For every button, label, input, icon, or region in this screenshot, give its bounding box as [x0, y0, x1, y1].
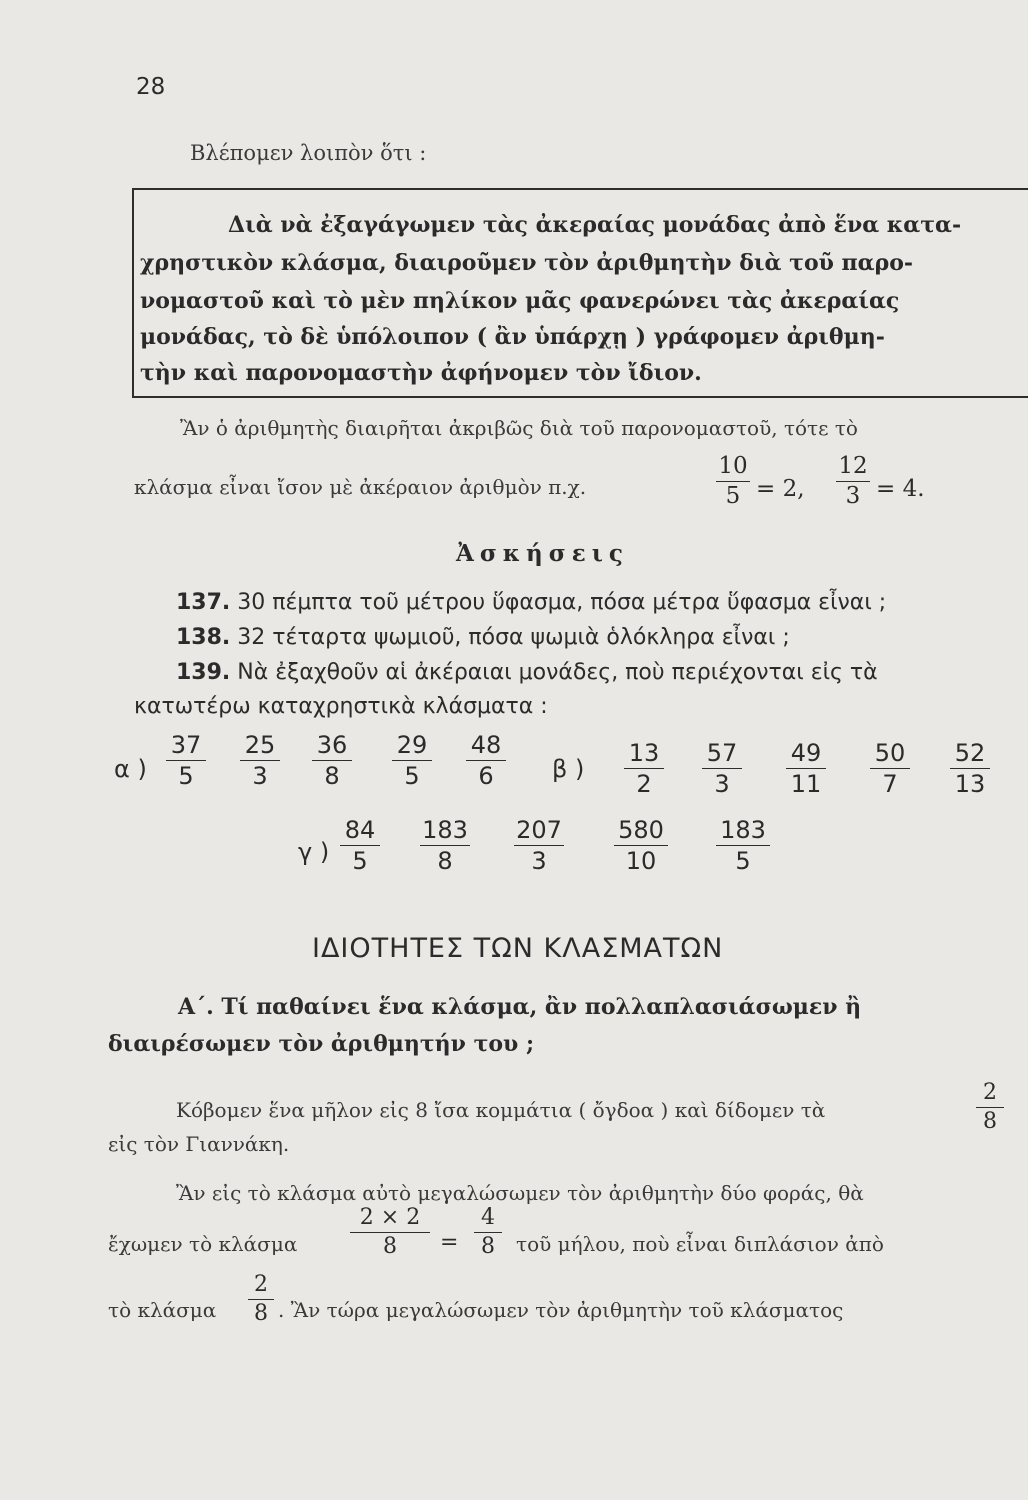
- rule-box: [132, 188, 1028, 398]
- group-c-fraction: 183 8: [420, 818, 470, 873]
- example-fraction-1: [716, 455, 750, 508]
- exercise-137: [176, 590, 886, 615]
- group-a-fraction: 37 5: [166, 733, 206, 788]
- fraction-bar: [976, 1107, 1004, 1108]
- apple-fraction: [976, 1082, 1004, 1133]
- example-result-1: = 2,: [756, 476, 805, 502]
- para3-line2-end: τοῦ μήλου, ποὺ εἶναι διπλάσιον ἀπὸ: [516, 1232, 884, 1256]
- fraction-bar: [474, 1232, 502, 1233]
- fraction-denominator: 8: [383, 1234, 397, 1259]
- group-a-fraction: 29 5: [392, 733, 432, 788]
- exercise-138: [176, 625, 790, 650]
- exercise-139-continuation: κατωτέρω καταχρηστικὰ κλάσματα :: [134, 694, 548, 719]
- group-a-fraction: 36 8: [312, 733, 352, 788]
- para1-line1: Ἂν ὁ ἀριθμητὴς διαιρῆται ἀκριβῶς διὰ τοῦ παρονομαστοῦ, τότε τὸ: [180, 416, 858, 440]
- exercises-heading: Ἀσκήσεις: [456, 540, 629, 567]
- para3-line1: Ἂν εἰς τὸ κλάσμα αὐτὸ μεγαλώσωμεν τὸν ἀριθμητὴν δύο φοράς, θὰ: [176, 1181, 864, 1205]
- group-c-fraction: 183 5: [716, 818, 770, 873]
- group-c-fraction: 580 10: [614, 818, 668, 873]
- fraction-denominator: 3: [845, 483, 861, 509]
- group-a-label: α ): [114, 755, 147, 783]
- example-fraction-2: [836, 455, 870, 508]
- para3-line2-start: ἔχωμεν τὸ κλάσμα: [108, 1232, 298, 1256]
- fraction-denominator: 8: [481, 1234, 495, 1259]
- rule-line-5: τὴν καὶ παρονομαστὴν ἀφήνομεν τὸν ἴδιον.: [140, 360, 702, 386]
- group-b-fraction: 57 3: [702, 741, 742, 796]
- group-b-fraction: 52 13: [950, 741, 990, 796]
- fraction-bar: [716, 481, 750, 482]
- rule-line-2: χρηστικὸν κλάσμα, διαιροῦμεν τὸν ἀριθμητὴν διὰ τοῦ παρο-: [140, 250, 914, 276]
- original-fraction: [248, 1274, 274, 1325]
- group-c-fraction: 207 3: [514, 818, 564, 873]
- group-c-label: γ ): [298, 838, 330, 866]
- group-b-label: β ): [552, 755, 585, 783]
- exercise-number: 137.: [176, 590, 231, 615]
- fraction-bar: [350, 1232, 430, 1233]
- fraction-numerator: 12: [838, 453, 868, 479]
- fraction-bar: [248, 1299, 274, 1300]
- group-a-fraction: 25 3: [240, 733, 280, 788]
- fraction-denominator: 8: [983, 1109, 997, 1134]
- fraction-bar: [836, 481, 870, 482]
- equals-sign: =: [440, 1230, 459, 1255]
- fraction-denominator: 5: [725, 483, 741, 509]
- fraction-numerator: 2 × 2: [359, 1205, 421, 1230]
- result-fraction: [474, 1207, 502, 1258]
- rule-line-4: μονάδας, τὸ δὲ ὑπόλοιπον ( ἂν ὑπάρχῃ ) γράφομεν ἀριθμη-: [140, 324, 885, 350]
- rule-line-3: νομαστοῦ καὶ τὸ μὲν πηλίκον μᾶς φανερώνει τὰς ἀκεραίας: [140, 288, 900, 314]
- exercise-text: 32 τέταρτα ψωμιοῦ, πόσα ψωμιὰ ὁλόκληρα εἶναι ;: [237, 625, 790, 650]
- exercise-139: [176, 660, 878, 685]
- exercise-number: 138.: [176, 625, 231, 650]
- section-title: ΙΔΙΟΤΗΤΕΣ ΤΩΝ ΚΛΑΣΜΑΤΩΝ: [312, 933, 724, 964]
- exercise-number: 139.: [176, 660, 231, 685]
- rule-line-1: Διὰ νὰ ἐξαγάγωμεν τὰς ἀκεραίας μονάδας ἀπὸ ἕνα κατα-: [228, 212, 962, 238]
- para1-line2: κλάσμα εἶναι ἴσον μὲ ἀκέραιον ἀριθμὸν π.χ.: [134, 475, 587, 499]
- example-result-2: = 4.: [876, 476, 925, 502]
- fraction-numerator: 2: [983, 1080, 997, 1105]
- para2-line2: εἰς τὸν Γιαννάκη.: [108, 1132, 290, 1156]
- page-number: 28: [136, 74, 166, 100]
- para2-line1: Κόβομεν ἕνα μῆλον εἰς 8 ἴσα κομμάτια ( ὄγδοα ) καὶ δίδομεν τὰ: [176, 1098, 826, 1122]
- group-c-fraction: 84 5: [340, 818, 380, 873]
- subhead-line2: διαιρέσωμεν τὸν ἀριθμητήν του ;: [108, 1031, 535, 1057]
- lead-sentence: Βλέπομεν λοιπὸν ὅτι :: [190, 141, 427, 165]
- subhead-line1: Α΄. Τί παθαίνει ἕνα κλάσμα, ἂν πολλαπλασιάσωμεν ἢ: [178, 994, 862, 1020]
- fraction-denominator: 8: [254, 1301, 268, 1326]
- group-b-fraction: 13 2: [624, 741, 664, 796]
- group-b-fraction: 49 11: [786, 741, 826, 796]
- fraction-numerator: 4: [481, 1205, 495, 1230]
- fraction-numerator: 10: [718, 453, 748, 479]
- product-fraction: [350, 1207, 430, 1258]
- para3-line3-end: . Ἂν τώρα μεγαλώσωμεν τὸν ἀριθμητὴν τοῦ κλάσματος: [278, 1298, 844, 1322]
- fraction-numerator: 2: [254, 1272, 268, 1297]
- para3-line3-start: τὸ κλάσμα: [108, 1298, 217, 1322]
- group-b-fraction: 50 7: [870, 741, 910, 796]
- group-a-fraction: 48 6: [466, 733, 506, 788]
- exercise-text: 30 πέμπτα τοῦ μέτρου ὕφασμα, πόσα μέτρα ὕφασμα εἶναι ;: [237, 590, 887, 615]
- exercise-text: Νὰ ἐξαχθοῦν αἱ ἀκέραιαι μονάδες, ποὺ περιέχονται εἰς τὰ: [237, 660, 878, 685]
